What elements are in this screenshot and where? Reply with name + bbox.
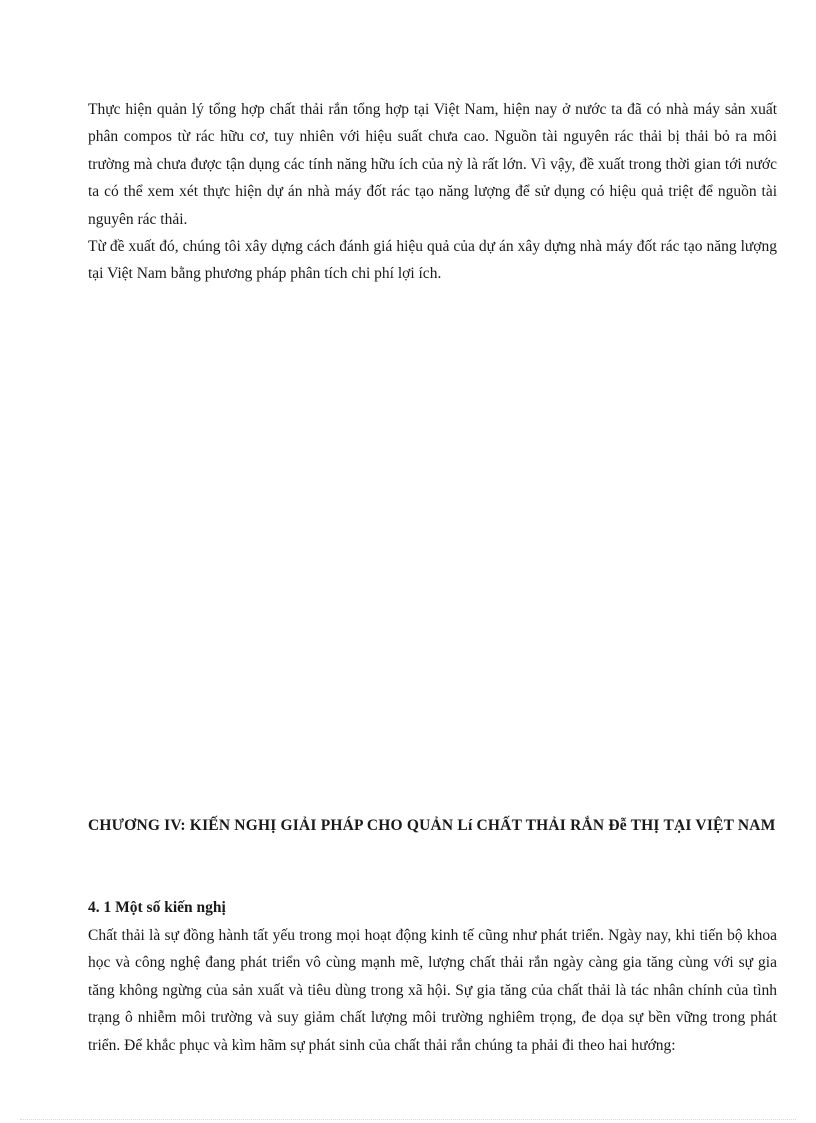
chapter-heading: CHƯƠNG IV: KIẾN NGHỊ GIẢI PHÁP CHO QUẢN Lí CHẤT THẢI RẮN Đễ THỊ TẠI VIỆT NAM [88, 817, 776, 834]
page-bottom-divider [20, 1119, 796, 1120]
section-body [88, 922, 777, 1059]
section-paragraph: Chất thải là sự đồng hành tất yếu trong mọi hoạt động kinh tế cũng như phát triển. Ngày nay, khi tiến bộ khoa học và công nghệ đang phát triển vô cùng mạnh mẽ, lượng chất thải rắn ngày càng gia tăng cùng với sự gia tăng không ngừng của sản xuất và tiêu dùng trong xã hội. Sự gia tăng của chất thải là tác nhân chính của tình trạng ô nhiễm môi trường và suy giảm chất lượng môi trường nghiêm trọng, đe dọa sự bền vững trong phát triển. Để khắc phục và kìm hãm sự phát sinh của chất thải rắn chúng ta phải đi theo hai hướng: [88, 927, 777, 1054]
intro-section [88, 96, 777, 288]
intro-paragraph-2: Từ đề xuất đó, chúng tôi xây dựng cách đánh giá hiệu quả của dự án xây dựng nhà máy đốt rác tạo năng lượng tại Việt Nam bằng phương pháp phân tích chi phí lợi ích. [88, 238, 777, 283]
section-heading: 4. 1 Một số kiến nghị [88, 899, 226, 916]
intro-paragraph-1: Thực hiện quản lý tổng hợp chất thải rắn tổng hợp tại Việt Nam, hiện nay ở nước ta đã có nhà máy sản xuất phân compos từ rác hữu cơ, tuy nhiên với hiệu suất chưa cao. Nguồn tài nguyên rác thải bị thải bỏ ra môi trường mà chưa được tận dụng các tính năng hữu ích của nỳ là rất lớn. Vì vậy, đề xuất trong thời gian tới nước ta có thể xem xét thực hiện dự án nhà máy đốt rác tạo năng lượng để sử dụng có hiệu quả triệt để nguồn tài nguyên rác thải. [88, 101, 777, 228]
